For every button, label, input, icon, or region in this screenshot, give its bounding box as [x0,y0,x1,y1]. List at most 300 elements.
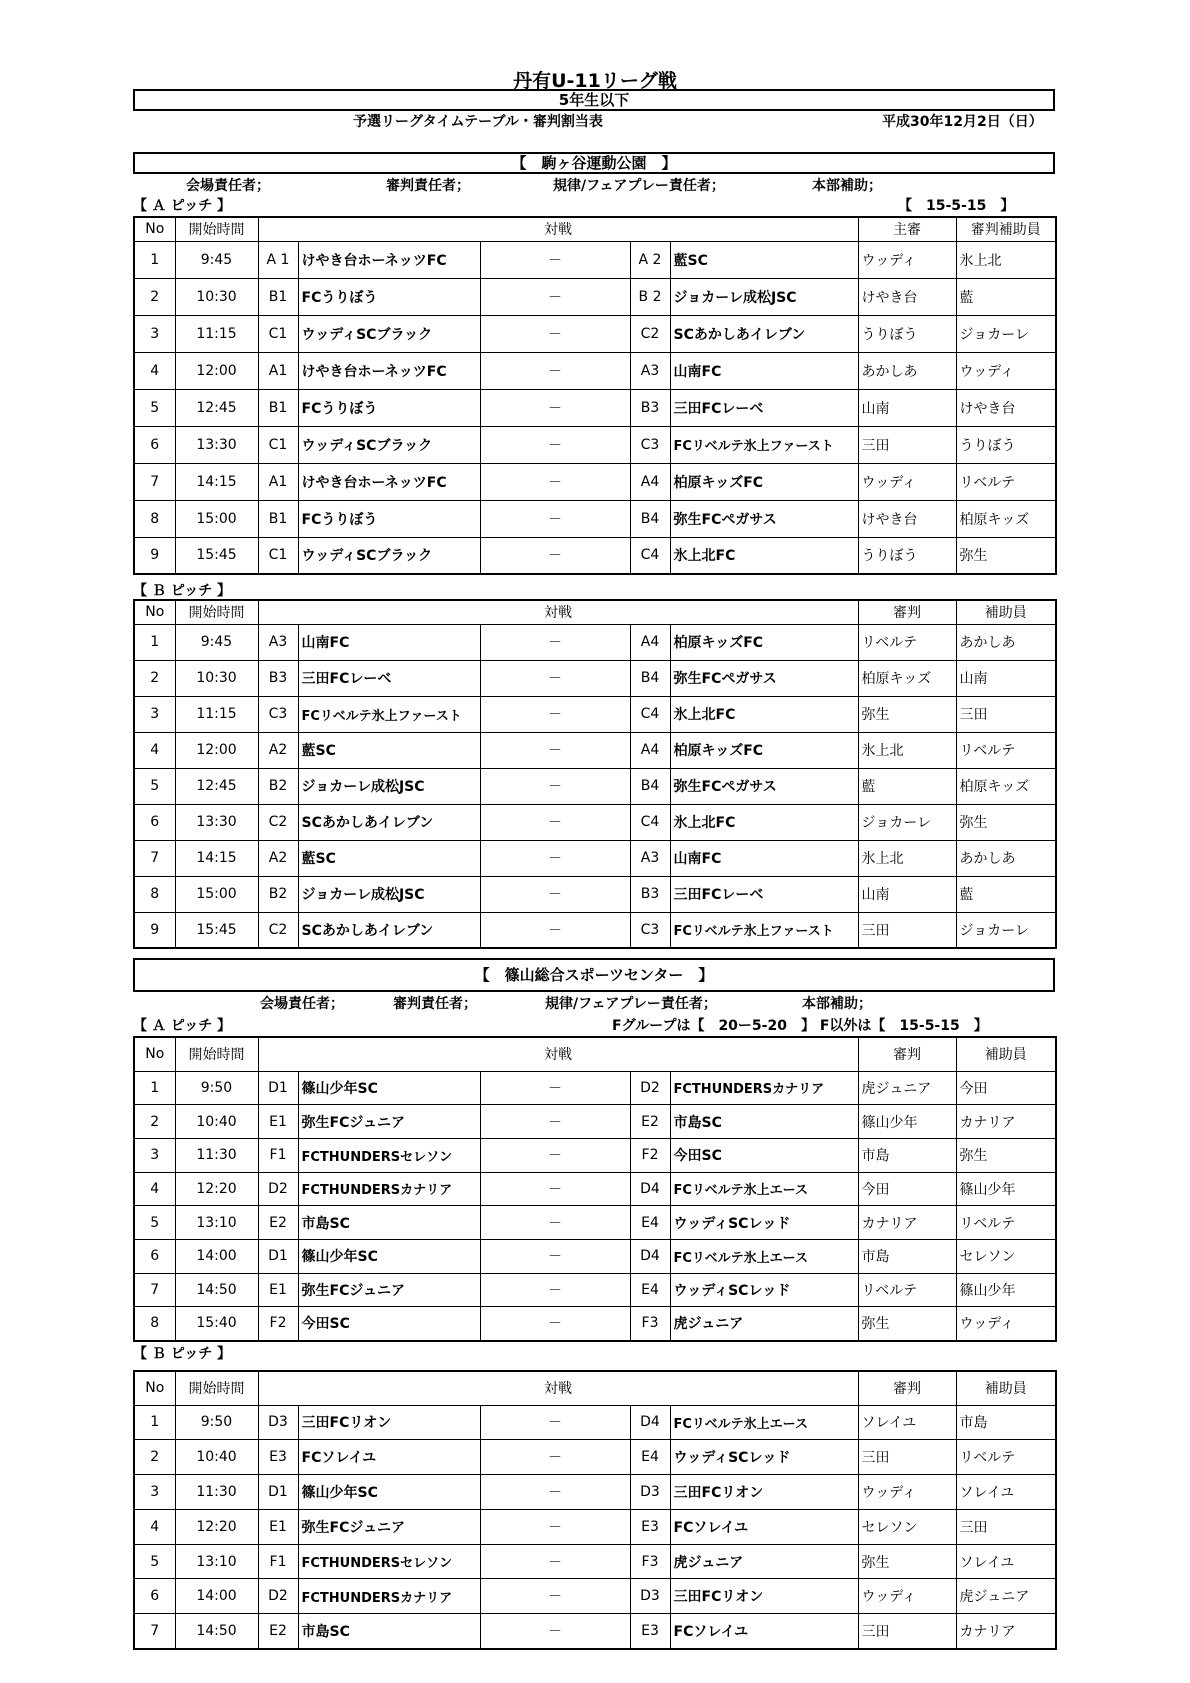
away-team: 山南FC [670,840,858,876]
versus-dash: － [480,876,630,912]
referee: 弥生 [858,1307,956,1341]
start-time: 11:30 [175,1138,258,1172]
referee: 三田 [858,912,956,948]
away-code: A4 [630,624,670,660]
subtitle-box [133,89,1055,111]
referee: 弥生 [858,696,956,732]
match-no: 3 [134,1475,175,1510]
referee: ジョカーレ [858,804,956,840]
assistant-referee: ジョカーレ [956,912,1056,948]
away-code: E4 [630,1440,670,1475]
match-no: 8 [134,500,175,537]
table-row [134,241,1056,278]
away-team: FCソレイユ [670,1614,858,1649]
away-team: 市島SC [670,1105,858,1139]
home-team: FCうりぼう [298,500,480,537]
table-header-row [134,600,1056,624]
venue1-pitchB-table [133,599,1057,949]
home-code: B1 [258,500,298,537]
start-time: 13:30 [175,426,258,463]
assistant-referee: 藍 [956,278,1056,315]
away-code: D4 [630,1405,670,1440]
home-team: FCうりぼう [298,278,480,315]
header-start-time: 開始時間 [175,1037,258,1071]
away-code: F3 [630,1544,670,1579]
home-team: 市島SC [298,1206,480,1240]
referee: 弥生 [858,1544,956,1579]
header-match: 対戦 [258,600,858,624]
assistant-referee: 氷上北 [956,241,1056,278]
assistant-referee: ソレイユ [956,1544,1056,1579]
hq-assistant-label: 本部補助； [802,996,872,1012]
match-no: 1 [134,1071,175,1105]
event-date: 平成30年12月2日（日） [882,114,1043,130]
referee: けやき台 [858,500,956,537]
versus-dash: － [480,804,630,840]
away-code: E2 [630,1105,670,1139]
versus-dash: － [480,1440,630,1475]
venue2-match-format: Fグループは【 20ー5-20 】 F以外は【 15-5-15 】 [612,1018,988,1034]
away-team: 三田FCリオン [670,1475,858,1510]
assistant-referee: ウッディ [956,352,1056,389]
venue-manager-label: 会場責任者； [186,178,270,194]
referee: ウッディ [858,1579,956,1614]
table-row [134,1579,1056,1614]
versus-dash: － [480,315,630,352]
venue2-pitchB-label: 【 Ｂ ピッチ 】 [133,1346,232,1362]
away-code: A4 [630,732,670,768]
match-no: 6 [134,1579,175,1614]
venue1-pitchA-table [133,216,1057,575]
start-time: 14:00 [175,1239,258,1273]
away-code: C4 [630,696,670,732]
home-team: ウッディSCブラック [298,426,480,463]
table-title: 予選リーグタイムテーブル・審判割当表 [353,114,603,130]
header-assistant: 補助員 [956,1371,1056,1405]
table-row [134,1239,1056,1273]
referee: うりぼう [858,537,956,574]
away-team: 山南FC [670,352,858,389]
table-row [134,1544,1056,1579]
venue1-name: 【 駒ヶ谷運動公園 】 [511,154,677,172]
start-time: 12:00 [175,732,258,768]
away-team: 三田FCリオン [670,1579,858,1614]
versus-dash: － [480,241,630,278]
match-no: 6 [134,804,175,840]
versus-dash: － [480,1614,630,1649]
home-team: 藍SC [298,732,480,768]
match-no: 2 [134,1440,175,1475]
venue2-pitchA-table [133,1036,1057,1342]
table-row [134,1307,1056,1341]
match-no: 5 [134,1206,175,1240]
home-code: D2 [258,1172,298,1206]
table-row [134,660,1056,696]
versus-dash: － [480,1544,630,1579]
table-row [134,315,1056,352]
referee: 藍 [858,768,956,804]
match-no: 6 [134,1239,175,1273]
away-team: 柏原キッズFC [670,463,858,500]
versus-dash: － [480,1206,630,1240]
away-code: A 2 [630,241,670,278]
home-team: ウッディSCブラック [298,315,480,352]
start-time: 13:10 [175,1544,258,1579]
assistant-referee: リベルテ [956,463,1056,500]
home-code: D1 [258,1239,298,1273]
match-no: 4 [134,352,175,389]
assistant-referee: 柏原キッズ [956,768,1056,804]
versus-dash: － [480,1105,630,1139]
match-no: 7 [134,1614,175,1649]
referee-manager-label: 審判責任者； [386,178,470,194]
away-code: B 2 [630,278,670,315]
match-no: 4 [134,1172,175,1206]
home-team: FCうりぼう [298,389,480,426]
table-row [134,732,1056,768]
match-no: 7 [134,463,175,500]
assistant-referee: けやき台 [956,389,1056,426]
assistant-referee: 柏原キッズ [956,500,1056,537]
home-team: 三田FCレーベ [298,660,480,696]
header-start-time: 開始時間 [175,600,258,624]
home-code: E1 [258,1105,298,1139]
referee: 市島 [858,1239,956,1273]
assistant-referee: 三田 [956,1509,1056,1544]
versus-dash: － [480,1405,630,1440]
header-no: No [134,1037,175,1071]
match-no: 4 [134,1509,175,1544]
away-team: 柏原キッズFC [670,624,858,660]
home-code: D1 [258,1071,298,1105]
away-code: A3 [630,352,670,389]
header-referee: 審判 [858,1371,956,1405]
away-code: E4 [630,1273,670,1307]
venue2-pitchB-table [133,1370,1057,1650]
match-no: 2 [134,278,175,315]
home-code: C1 [258,426,298,463]
table-row [134,1475,1056,1510]
assistant-referee: あかしあ [956,840,1056,876]
home-code: A2 [258,732,298,768]
home-team: 三田FCリオン [298,1405,480,1440]
start-time: 13:10 [175,1206,258,1240]
away-code: D2 [630,1071,670,1105]
referee: 虎ジュニア [858,1071,956,1105]
versus-dash: － [480,1509,630,1544]
match-no: 8 [134,876,175,912]
away-team: ウッディSCレッド [670,1206,858,1240]
home-code: C1 [258,315,298,352]
header-start-time: 開始時間 [175,1371,258,1405]
home-code: C2 [258,912,298,948]
table-row [134,1172,1056,1206]
away-team: ウッディSCレッド [670,1440,858,1475]
assistant-referee: カナリア [956,1105,1056,1139]
table-row [134,1509,1056,1544]
away-team: FCTHUNDERSカナリア [670,1071,858,1105]
table-row [134,278,1056,315]
referee: 氷上北 [858,840,956,876]
home-team: ウッディSCブラック [298,537,480,574]
versus-dash: － [480,500,630,537]
start-time: 14:15 [175,840,258,876]
venue1-header [133,152,1055,174]
versus-dash: － [480,352,630,389]
assistant-referee: うりぼう [956,426,1056,463]
home-code: F2 [258,1307,298,1341]
home-code: B3 [258,660,298,696]
versus-dash: － [480,389,630,426]
home-code: F1 [258,1544,298,1579]
away-code: A4 [630,463,670,500]
table-row [134,463,1056,500]
away-team: 氷上北FC [670,537,858,574]
away-code: C3 [630,912,670,948]
start-time: 14:50 [175,1614,258,1649]
assistant-referee: ジョカーレ [956,315,1056,352]
versus-dash: － [480,537,630,574]
table-row [134,1440,1056,1475]
table-row [134,1405,1056,1440]
venue1-match-format: 【 15-5-15 】 [898,198,1015,214]
home-team: SCあかしあイレブン [298,804,480,840]
away-code: B4 [630,768,670,804]
assistant-referee: ウッディ [956,1307,1056,1341]
match-no: 5 [134,768,175,804]
start-time: 12:20 [175,1172,258,1206]
home-team: FCTHUNDERSセレソン [298,1544,480,1579]
home-team: 藍SC [298,840,480,876]
home-team: SCあかしあイレブン [298,912,480,948]
table-header-row [134,1371,1056,1405]
start-time: 12:20 [175,1509,258,1544]
home-team: 弥生FCジュニア [298,1509,480,1544]
venue2-pitchA-label: 【 Ａ ピッチ 】 [133,1018,232,1034]
table-row [134,352,1056,389]
home-team: ジョカーレ成松JSC [298,876,480,912]
home-team: ジョカーレ成松JSC [298,768,480,804]
away-code: C4 [630,537,670,574]
assistant-referee: 弥生 [956,537,1056,574]
match-no: 5 [134,389,175,426]
table-row [134,840,1056,876]
referee: 三田 [858,426,956,463]
referee: セレソン [858,1509,956,1544]
match-no: 2 [134,1105,175,1139]
table-row [134,389,1056,426]
away-team: 弥生FCペガサス [670,500,858,537]
versus-dash: － [480,1273,630,1307]
start-time: 15:45 [175,537,258,574]
away-code: E3 [630,1509,670,1544]
versus-dash: － [480,768,630,804]
table-row [134,804,1056,840]
away-team: 弥生FCペガサス [670,768,858,804]
home-code: E1 [258,1273,298,1307]
referee: リベルテ [858,1273,956,1307]
home-code: A1 [258,463,298,500]
start-time: 9:45 [175,624,258,660]
home-code: D2 [258,1579,298,1614]
table-row [134,768,1056,804]
start-time: 10:40 [175,1440,258,1475]
assistant-referee: 篠山少年 [956,1172,1056,1206]
away-team: ジョカーレ成松JSC [670,278,858,315]
away-team: 弥生FCペガサス [670,660,858,696]
assistant-referee: あかしあ [956,624,1056,660]
start-time: 10:30 [175,660,258,696]
away-team: 柏原キッズFC [670,732,858,768]
match-no: 3 [134,315,175,352]
header-referee: 審判 [858,1037,956,1071]
home-team: けやき台ホーネッツFC [298,241,480,278]
match-no: 5 [134,1544,175,1579]
away-team: 虎ジュニア [670,1544,858,1579]
home-code: C1 [258,537,298,574]
table-row [134,1138,1056,1172]
away-team: SCあかしあイレブン [670,315,858,352]
away-team: FCリベルテ氷上ファースト [670,426,858,463]
start-time: 11:15 [175,696,258,732]
home-code: A1 [258,352,298,389]
versus-dash: － [480,1138,630,1172]
table-row [134,500,1056,537]
home-code: B2 [258,768,298,804]
header-no: No [134,1371,175,1405]
document-title: 丹有U-11リーグ戦 [513,70,677,92]
away-team: 氷上北FC [670,804,858,840]
match-no: 7 [134,840,175,876]
home-team: FCTHUNDERSカナリア [298,1172,480,1206]
start-time: 12:00 [175,352,258,389]
match-no: 6 [134,426,175,463]
home-team: 篠山少年SC [298,1071,480,1105]
match-no: 1 [134,624,175,660]
away-code: B4 [630,500,670,537]
versus-dash: － [480,1172,630,1206]
referee: ウッディ [858,1475,956,1510]
home-code: C3 [258,696,298,732]
venue2-header [133,958,1055,992]
table-row [134,1206,1056,1240]
home-team: 弥生FCジュニア [298,1273,480,1307]
away-team: 虎ジュニア [670,1307,858,1341]
venue1-pitchB-label: 【 Ｂ ピッチ 】 [133,583,232,599]
versus-dash: － [480,278,630,315]
header-start-time: 開始時間 [175,217,258,241]
referee: うりぼう [858,315,956,352]
versus-dash: － [480,1239,630,1273]
away-code: F3 [630,1307,670,1341]
assistant-referee: 篠山少年 [956,1273,1056,1307]
home-team: 今田SC [298,1307,480,1341]
start-time: 11:15 [175,315,258,352]
referee: リベルテ [858,624,956,660]
versus-dash: － [480,696,630,732]
start-time: 14:50 [175,1273,258,1307]
away-code: B4 [630,660,670,696]
assistant-referee: 弥生 [956,1138,1056,1172]
header-assistant: 補助員 [956,1037,1056,1071]
versus-dash: － [480,463,630,500]
versus-dash: － [480,840,630,876]
referee: カナリア [858,1206,956,1240]
assistant-referee: リベルテ [956,732,1056,768]
start-time: 9:50 [175,1405,258,1440]
header-referee: 主審 [858,217,956,241]
away-code: C4 [630,804,670,840]
away-team: 氷上北FC [670,696,858,732]
start-time: 14:15 [175,463,258,500]
assistant-referee: 弥生 [956,804,1056,840]
referee-manager-label: 審判責任者； [393,996,477,1012]
home-team: けやき台ホーネッツFC [298,463,480,500]
assistant-referee: セレソン [956,1239,1056,1273]
versus-dash: － [480,732,630,768]
start-time: 12:45 [175,768,258,804]
table-row [134,624,1056,660]
away-code: F2 [630,1138,670,1172]
table-row [134,912,1056,948]
table-row [134,426,1056,463]
versus-dash: － [480,1071,630,1105]
start-time: 9:45 [175,241,258,278]
home-code: D3 [258,1405,298,1440]
fairplay-manager-label: 規律/フェアプレー責任者； [545,996,717,1012]
referee: 三田 [858,1440,956,1475]
assistant-referee: リベルテ [956,1440,1056,1475]
away-code: C3 [630,426,670,463]
versus-dash: － [480,1475,630,1510]
referee: あかしあ [858,352,956,389]
versus-dash: － [480,912,630,948]
home-code: B1 [258,278,298,315]
referee: けやき台 [858,278,956,315]
away-code: C2 [630,315,670,352]
match-no: 9 [134,912,175,948]
versus-dash: － [480,1579,630,1614]
away-code: A3 [630,840,670,876]
start-time: 10:40 [175,1105,258,1139]
match-no: 1 [134,241,175,278]
home-team: FCTHUNDERSセレソン [298,1138,480,1172]
match-no: 3 [134,1138,175,1172]
home-code: A3 [258,624,298,660]
referee: 篠山少年 [858,1105,956,1139]
fairplay-manager-label: 規律/フェアプレー責任者； [553,178,725,194]
referee: ウッディ [858,463,956,500]
assistant-referee: 今田 [956,1071,1056,1105]
header-referee: 審判 [858,600,956,624]
away-team: FCソレイユ [670,1509,858,1544]
home-code: D1 [258,1475,298,1510]
match-no: 7 [134,1273,175,1307]
away-code: B3 [630,876,670,912]
home-code: E1 [258,1509,298,1544]
table-row [134,1071,1056,1105]
assistant-referee: 市島 [956,1405,1056,1440]
match-no: 8 [134,1307,175,1341]
referee: 山南 [858,876,956,912]
home-team: FCリベルテ氷上ファースト [298,696,480,732]
assistant-referee: 山南 [956,660,1056,696]
start-time: 10:30 [175,278,258,315]
home-code: E2 [258,1206,298,1240]
referee: 市島 [858,1138,956,1172]
away-code: E3 [630,1614,670,1649]
referee: 三田 [858,1614,956,1649]
